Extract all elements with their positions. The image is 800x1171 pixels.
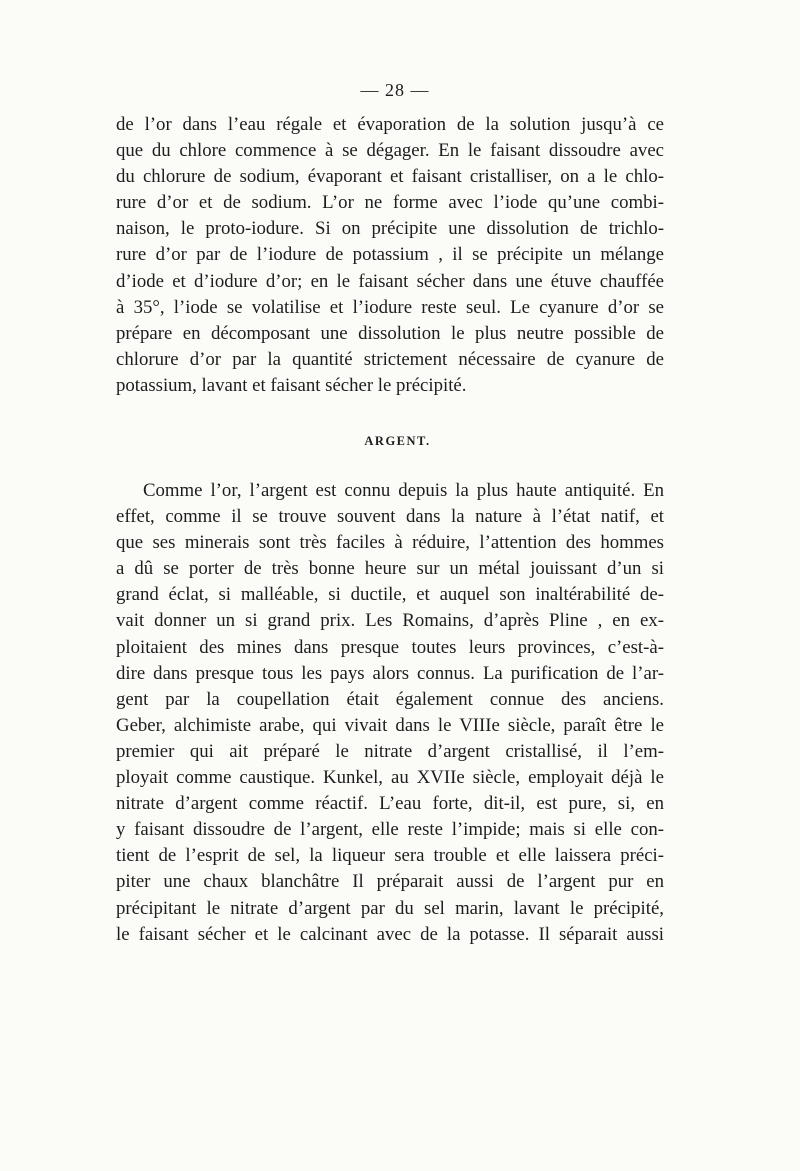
text-line: de l’or dans l’eau régale et évaporation de la solution jusqu’à ce <box>116 114 664 135</box>
text-line: rure d’or et de sodium. L’or ne forme avec l’iode qu’une combi- <box>116 192 664 214</box>
text-line: le faisant sécher et le calcinant avec de la potasse. Il séparait aussi <box>116 923 664 945</box>
text-line: que du chlore commence à se dégager. En le faisant dissoudre avec <box>116 140 664 162</box>
text-line: vait donner un si grand prix. Les Romains, d’après Pline , en ex- <box>116 610 664 632</box>
text-line: premier qui ait préparé le nitrate d’argent cristallisé, il l’em- <box>116 740 664 762</box>
text-line: nitrate d’argent comme réactif. L’eau forte, dit-il, est pure, si, en <box>116 793 664 815</box>
paragraph-gold-compounds <box>116 112 664 399</box>
text-line: d’iode et d’iodure d’or; en le faisant sécher dans une étuve chauffée <box>116 270 664 292</box>
text-line: effet, comme il se trouve souvent dans la nature à l’état natif, et <box>116 506 664 528</box>
text-line: dire dans presque tous les pays alors connus. La purification de l’ar- <box>116 662 664 684</box>
text-line: que ses minerais sont très faciles à réduire, l’attention des hommes <box>116 532 664 554</box>
text-line: prépare en décomposant une dissolution le plus neutre possible de <box>116 322 664 344</box>
text-line: Comme l’or, l’argent est connu depuis la plus haute antiquité. En <box>143 480 664 501</box>
text-line: y faisant dissoudre de l’argent, elle reste l’impide; mais si elle con- <box>116 819 664 841</box>
text-line: ploitaient des mines dans presque toutes leurs provinces, c’est-à- <box>116 636 664 658</box>
text-line: précipitant le nitrate d’argent par du sel marin, lavant le précipité, <box>116 897 664 919</box>
text-line: du chlorure de sodium, évaporant et faisant cristalliser, on a le chlo- <box>116 166 664 188</box>
text-line: ployait comme caustique. Kunkel, au XVIIe siècle, employait déjà le <box>116 767 664 789</box>
text-line: tient de l’esprit de sel, la liqueur sera trouble et elle laissera préci- <box>116 845 664 867</box>
section-heading-argent: ARGENT. <box>364 434 431 448</box>
paragraph-argent-history <box>116 478 664 948</box>
text-line: grand éclat, si malléable, si ductile, et auquel son inaltérabilité de- <box>116 584 664 606</box>
text-line: chlorure d’or par la quantité strictement nécessaire de cyanure de <box>116 348 664 370</box>
text-line: gent par la coupellation était également connue des anciens. <box>116 688 664 710</box>
page-number: — 28 — <box>360 80 430 100</box>
text-line: a dû se porter de très bonne heure sur un métal jouissant d’un si <box>116 558 664 580</box>
text-line: rure d’or par de l’iodure de potassium , il se précipite un mélange <box>116 244 664 266</box>
text-line: piter une chaux blanchâtre Il préparait aussi de l’argent pur en <box>116 871 664 893</box>
text-line: à 35°, l’iode se volatilise et l’iodure reste seul. Le cyanure d’or se <box>116 296 664 318</box>
text-line: potassium, lavant et faisant sécher le précipité. <box>116 374 467 396</box>
text-line: Geber, alchimiste arabe, qui vivait dans le VIIIe siècle, paraît être le <box>116 714 664 736</box>
text-line: naison, le proto-iodure. Si on précipite une dissolution de trichlo- <box>116 218 664 240</box>
